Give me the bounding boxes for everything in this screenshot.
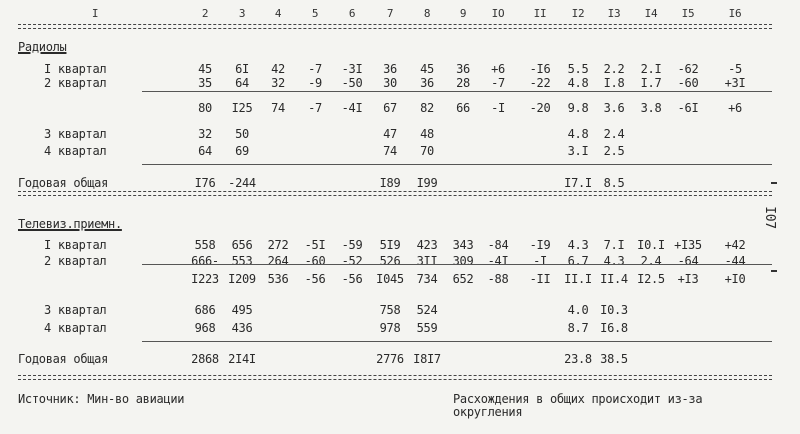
total-cell: I7.I: [564, 176, 592, 190]
table-cell: 559: [416, 321, 438, 335]
column-number: I2: [571, 7, 585, 20]
table-cell: 36: [420, 76, 434, 90]
table-cell: -56: [341, 272, 363, 286]
table-cell: 6I: [235, 62, 249, 76]
table-cell: I6.8: [600, 321, 628, 335]
table-cell: -7: [308, 101, 322, 115]
total-cell: 2868: [191, 352, 219, 366]
table-cell: 64: [198, 144, 212, 158]
total-label: Годовая общая: [18, 176, 109, 190]
table-cell: -7: [491, 76, 505, 90]
table-cell: -56: [304, 272, 326, 286]
table-cell: 64: [235, 76, 249, 90]
table-cell: 4.0: [567, 303, 589, 317]
section-separator: [18, 375, 772, 380]
table-cell: II.I: [564, 272, 592, 286]
section-title: Радиолы: [18, 40, 67, 54]
table-cell: -I: [491, 101, 505, 115]
column-number: 2: [201, 7, 209, 20]
table-cell: 343: [452, 238, 474, 252]
table-cell: -I9: [529, 238, 551, 252]
table-cell: -62: [677, 62, 699, 76]
table-cell: -II: [529, 272, 551, 286]
table-cell: 66: [456, 101, 470, 115]
column-number: I: [91, 7, 99, 20]
table-cell: 558: [194, 238, 216, 252]
table-cell: -59: [341, 238, 363, 252]
table-cell: I2.5: [637, 272, 665, 286]
row-label: 2 квартал: [44, 254, 107, 268]
table-cell: 524: [416, 303, 438, 317]
table-cell: 309: [452, 254, 474, 268]
table-cell: 734: [416, 272, 438, 286]
total-cell: 2I4I: [228, 352, 256, 366]
table-cell: 74: [383, 144, 397, 158]
table-cell: 3II: [416, 254, 438, 268]
column-number: 4: [274, 7, 282, 20]
table-cell: 5I9: [379, 238, 401, 252]
total-cell: 23.8: [564, 352, 592, 366]
table-cell: 5.5: [567, 62, 589, 76]
margin-dash: [771, 182, 777, 184]
table-cell: 30: [383, 76, 397, 90]
table-cell: +I0: [724, 272, 746, 286]
table-cell: 32: [198, 127, 212, 141]
table-cell: -3I: [341, 62, 363, 76]
table-cell: 264: [267, 254, 289, 268]
total-cell: I99: [416, 176, 438, 190]
subtotal-rule: [142, 164, 772, 165]
table-cell: 272: [267, 238, 289, 252]
table-cell: 80: [198, 101, 212, 115]
table-cell: 656: [231, 238, 253, 252]
row-label: I квартал: [44, 62, 107, 76]
table-cell: -60: [304, 254, 326, 268]
row-label: 4 квартал: [44, 144, 107, 158]
rounding-note-line1: Расхождения в общих происходит из-за: [453, 392, 703, 406]
table-cell: -I6: [529, 62, 551, 76]
table-cell: -5: [728, 62, 742, 76]
column-number: 3: [238, 7, 246, 20]
table-cell: +I3: [677, 272, 699, 286]
table-cell: -5I: [304, 238, 326, 252]
column-number: IO: [491, 7, 505, 20]
table-cell: -22: [529, 76, 551, 90]
total-cell: I76: [194, 176, 216, 190]
section-separator: [18, 191, 772, 196]
section-title: Телевиз.приемн.: [18, 217, 122, 231]
table-cell: +42: [724, 238, 746, 252]
table-cell: I045: [376, 272, 404, 286]
table-cell: 2.5: [603, 144, 625, 158]
table-cell: I0.3: [600, 303, 628, 317]
column-number: 5: [311, 7, 319, 20]
table-cell: -88: [487, 272, 509, 286]
table-cell: 45: [420, 62, 434, 76]
table-cell: -50: [341, 76, 363, 90]
table-cell: -84: [487, 238, 509, 252]
table-cell: 9.8: [567, 101, 589, 115]
total-cell: 38.5: [600, 352, 628, 366]
column-number: I5: [681, 7, 695, 20]
margin-dash: [771, 270, 777, 272]
table-cell: -7: [308, 62, 322, 76]
table-cell: I209: [228, 272, 256, 286]
table-cell: 436: [231, 321, 253, 335]
table-cell: -52: [341, 254, 363, 268]
subtotal-rule: [142, 264, 772, 265]
table-cell: 4.3: [567, 238, 589, 252]
table-cell: 553: [231, 254, 253, 268]
table-cell: 495: [231, 303, 253, 317]
column-number: 6: [348, 7, 356, 20]
table-cell: 968: [194, 321, 216, 335]
table-cell: I.7: [640, 76, 662, 90]
table-cell: 48: [420, 127, 434, 141]
table-cell: 82: [420, 101, 434, 115]
table-cell: 686: [194, 303, 216, 317]
table-cell: 3.6: [603, 101, 625, 115]
table-cell: I25: [231, 101, 253, 115]
rounding-note-line2: округления: [453, 405, 523, 419]
table-cell: 4.8: [567, 76, 589, 90]
table-cell: 35: [198, 76, 212, 90]
total-cell: 2776: [376, 352, 404, 366]
table-cell: -60: [677, 76, 699, 90]
table-cell: 45: [198, 62, 212, 76]
table-cell: 2.4: [603, 127, 625, 141]
table-cell: I0.I: [637, 238, 665, 252]
column-number: I4: [644, 7, 658, 20]
table-cell: -4I: [487, 254, 509, 268]
table-cell: 526: [379, 254, 401, 268]
table-cell: I223: [191, 272, 219, 286]
table-cell: -64: [677, 254, 699, 268]
table-cell: -6I: [677, 101, 699, 115]
table-cell: 652: [452, 272, 474, 286]
table-cell: 4.3: [603, 254, 625, 268]
column-number: I3: [607, 7, 621, 20]
table-cell: -20: [529, 101, 551, 115]
table-cell: 6.7: [567, 254, 589, 268]
table-cell: 978: [379, 321, 401, 335]
table-cell: 3.8: [640, 101, 662, 115]
total-cell: I8I7: [413, 352, 441, 366]
table-cell: 32: [271, 76, 285, 90]
header-rule: [18, 24, 772, 29]
column-number: I6: [728, 7, 742, 20]
table-cell: -I: [533, 254, 547, 268]
source-note: Источник: Мин-во авиации: [18, 392, 185, 406]
table-cell: 69: [235, 144, 249, 158]
table-cell: 3.I: [567, 144, 589, 158]
column-number: 9: [459, 7, 467, 20]
subtotal-rule: [142, 341, 772, 342]
table-cell: 536: [267, 272, 289, 286]
table-cell: 666-: [191, 254, 219, 268]
table-cell: +I35: [674, 238, 702, 252]
table-cell: 50: [235, 127, 249, 141]
row-label: 4 квартал: [44, 321, 107, 335]
row-label: 3 квартал: [44, 303, 107, 317]
table-cell: 67: [383, 101, 397, 115]
table-cell: 758: [379, 303, 401, 317]
column-number: 7: [386, 7, 394, 20]
table-cell: 7.I: [603, 238, 625, 252]
row-label: I квартал: [44, 238, 107, 252]
page-number: I07: [761, 206, 777, 229]
column-number: II: [533, 7, 547, 20]
table-cell: 47: [383, 127, 397, 141]
table-cell: 36: [383, 62, 397, 76]
table-cell: 4.8: [567, 127, 589, 141]
table-cell: I.8: [603, 76, 625, 90]
table-cell: 8.7: [567, 321, 589, 335]
table-cell: 28: [456, 76, 470, 90]
table-cell: 74: [271, 101, 285, 115]
total-label: Годовая общая: [18, 352, 109, 366]
table-cell: 2.2: [603, 62, 625, 76]
table-cell: 2.I: [640, 62, 662, 76]
subtotal-rule: [142, 91, 772, 92]
table-cell: 36: [456, 62, 470, 76]
table-cell: +6: [728, 101, 742, 115]
table-cell: +6: [491, 62, 505, 76]
column-number: 8: [423, 7, 431, 20]
total-cell: -244: [228, 176, 256, 190]
table-cell: II.4: [600, 272, 628, 286]
table-cell: 42: [271, 62, 285, 76]
table-cell: -4I: [341, 101, 363, 115]
row-label: 3 квартал: [44, 127, 107, 141]
table-cell: 423: [416, 238, 438, 252]
table-cell: 70: [420, 144, 434, 158]
total-cell: I89: [379, 176, 401, 190]
row-label: 2 квартал: [44, 76, 107, 90]
table-cell: -44: [724, 254, 746, 268]
table-cell: 2.4: [640, 254, 662, 268]
table-cell: -9: [308, 76, 322, 90]
total-cell: 8.5: [603, 176, 625, 190]
table-cell: +3I: [724, 76, 746, 90]
